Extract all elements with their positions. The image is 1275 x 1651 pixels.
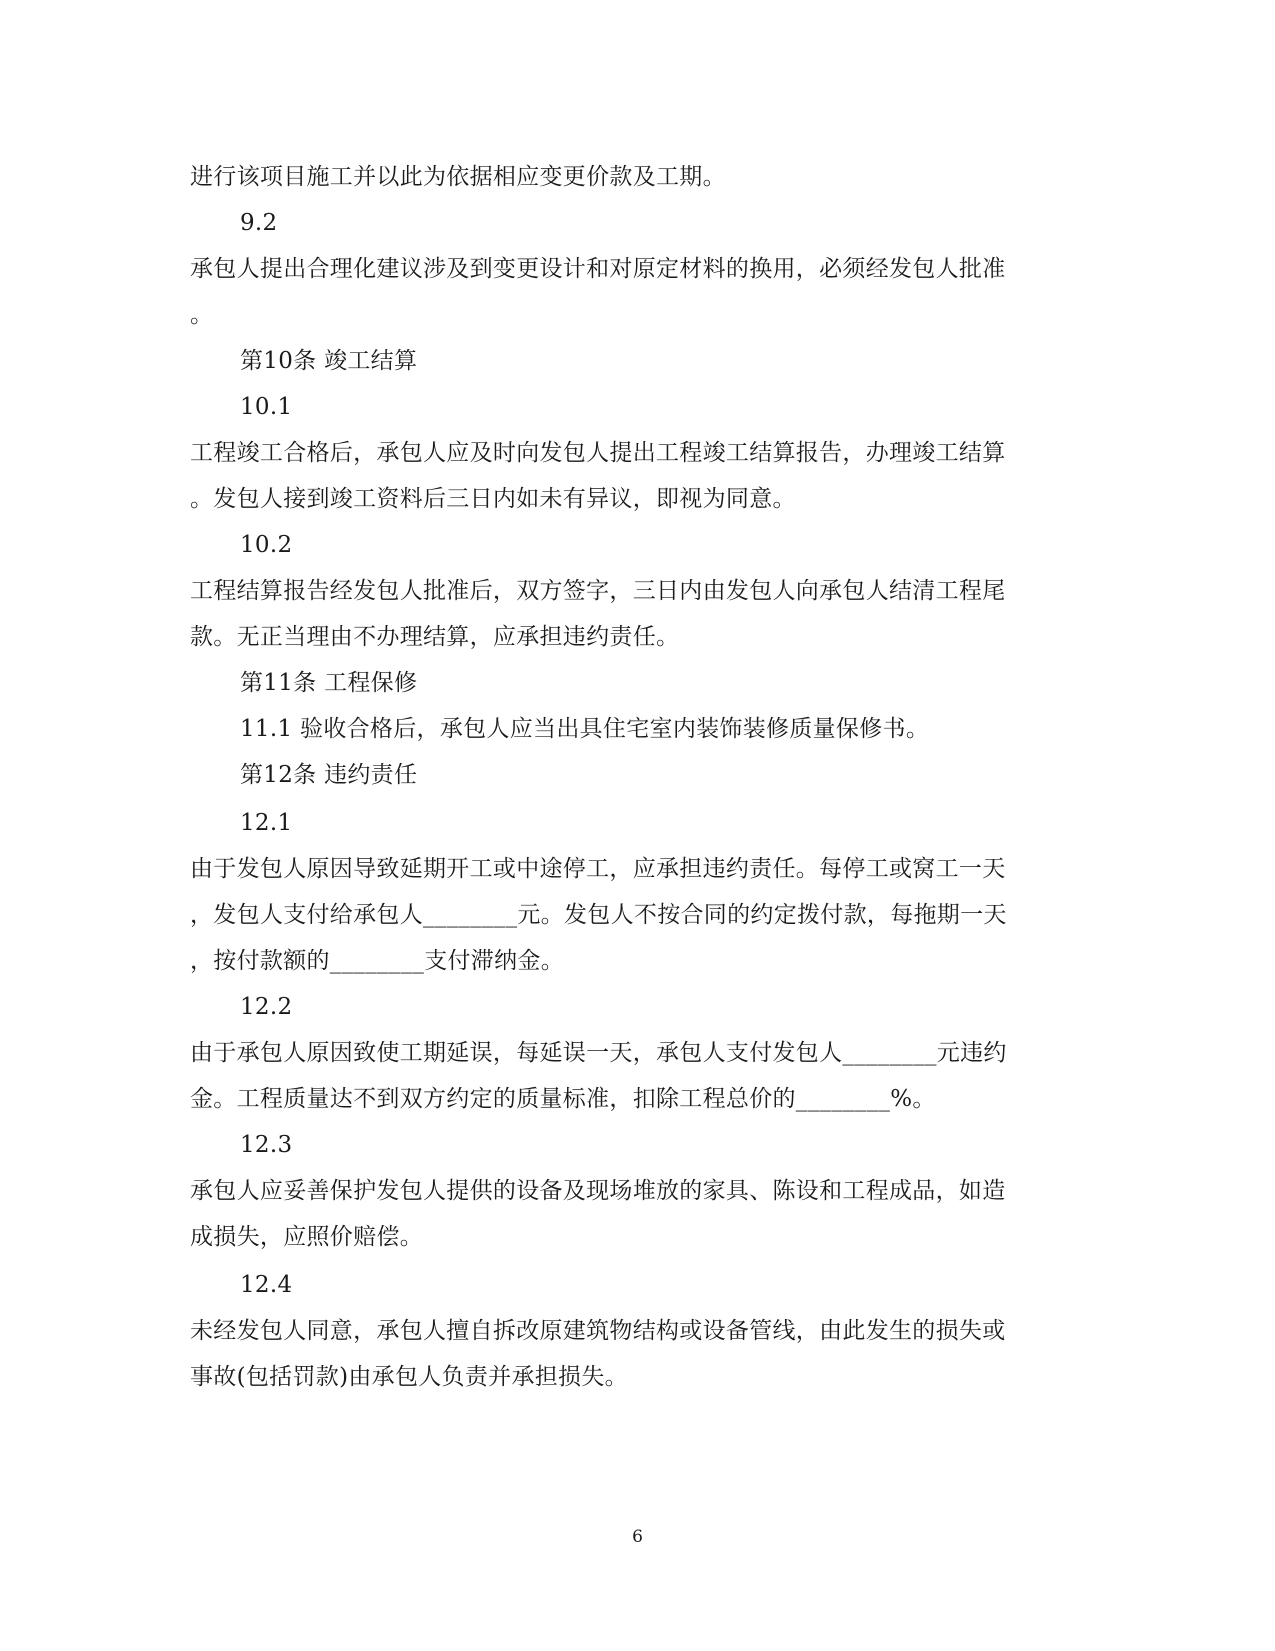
text-line: 承包人应妥善保护发包人提供的设备及现场堆放的家具、陈设和工程成品，如造	[190, 1178, 1006, 1204]
text-line: 成损失，应照价赔偿。	[190, 1224, 423, 1250]
clause-number: 12.3	[240, 1132, 293, 1158]
text-line: 。	[190, 302, 214, 328]
text-line: 款。无正当理由不办理结算，应承担违约责任。	[190, 624, 680, 650]
text-line: 金。工程质量达不到双方约定的质量标准，扣除工程总价的________%。	[190, 1086, 936, 1112]
article-heading: 第10条 竣工结算	[240, 348, 418, 374]
clause-number: 10.1	[240, 394, 293, 420]
text-line: ，发包人支付给承包人________元。发包人不按合同的约定拨付款，每拖期一天	[190, 902, 1007, 928]
page-number: 6	[632, 1527, 643, 1547]
text-line: 由于承包人原因致使工期延误，每延误一天，承包人支付发包人________元违约	[190, 1040, 1007, 1066]
text-line: 事故(包括罚款)由承包人负责并承担损失。	[190, 1364, 628, 1390]
text-line: 由于发包人原因导致延期开工或中途停工，应承担违约责任。每停工或窝工一天	[190, 856, 1006, 882]
article-heading: 第12条 违约责任	[240, 762, 418, 788]
clause-number: 12.4	[240, 1272, 293, 1298]
text-line: 进行该项目施工并以此为依据相应变更价款及工期。	[190, 164, 726, 190]
text-line: 工程竣工合格后，承包人应及时向发包人提出工程竣工结算报告，办理竣工结算	[190, 440, 1006, 466]
text-line: 。发包人接到竣工资料后三日内如未有异议，即视为同意。	[190, 486, 796, 512]
text-line: 工程结算报告经发包人批准后，双方签字，三日内由发包人向承包人结清工程尾	[190, 578, 1006, 604]
clause-number: 9.2	[240, 210, 278, 236]
clause-number: 12.1	[240, 810, 293, 836]
article-heading: 第11条 工程保修	[240, 670, 418, 696]
text-line: 未经发包人同意，承包人擅自拆改原建筑物结构或设备管线，由此发生的损失或	[190, 1318, 1006, 1344]
clause-number: 10.2	[240, 532, 293, 558]
clause-number: 12.2	[240, 994, 293, 1020]
text-line: 承包人提出合理化建议涉及到变更设计和对原定材料的换用，必须经发包人批准	[190, 256, 1006, 282]
text-line: ，按付款额的________支付滞纳金。	[190, 948, 564, 974]
clause-line: 11.1 验收合格后，承包人应当出具住宅室内装饰装修质量保修书。	[240, 716, 930, 742]
